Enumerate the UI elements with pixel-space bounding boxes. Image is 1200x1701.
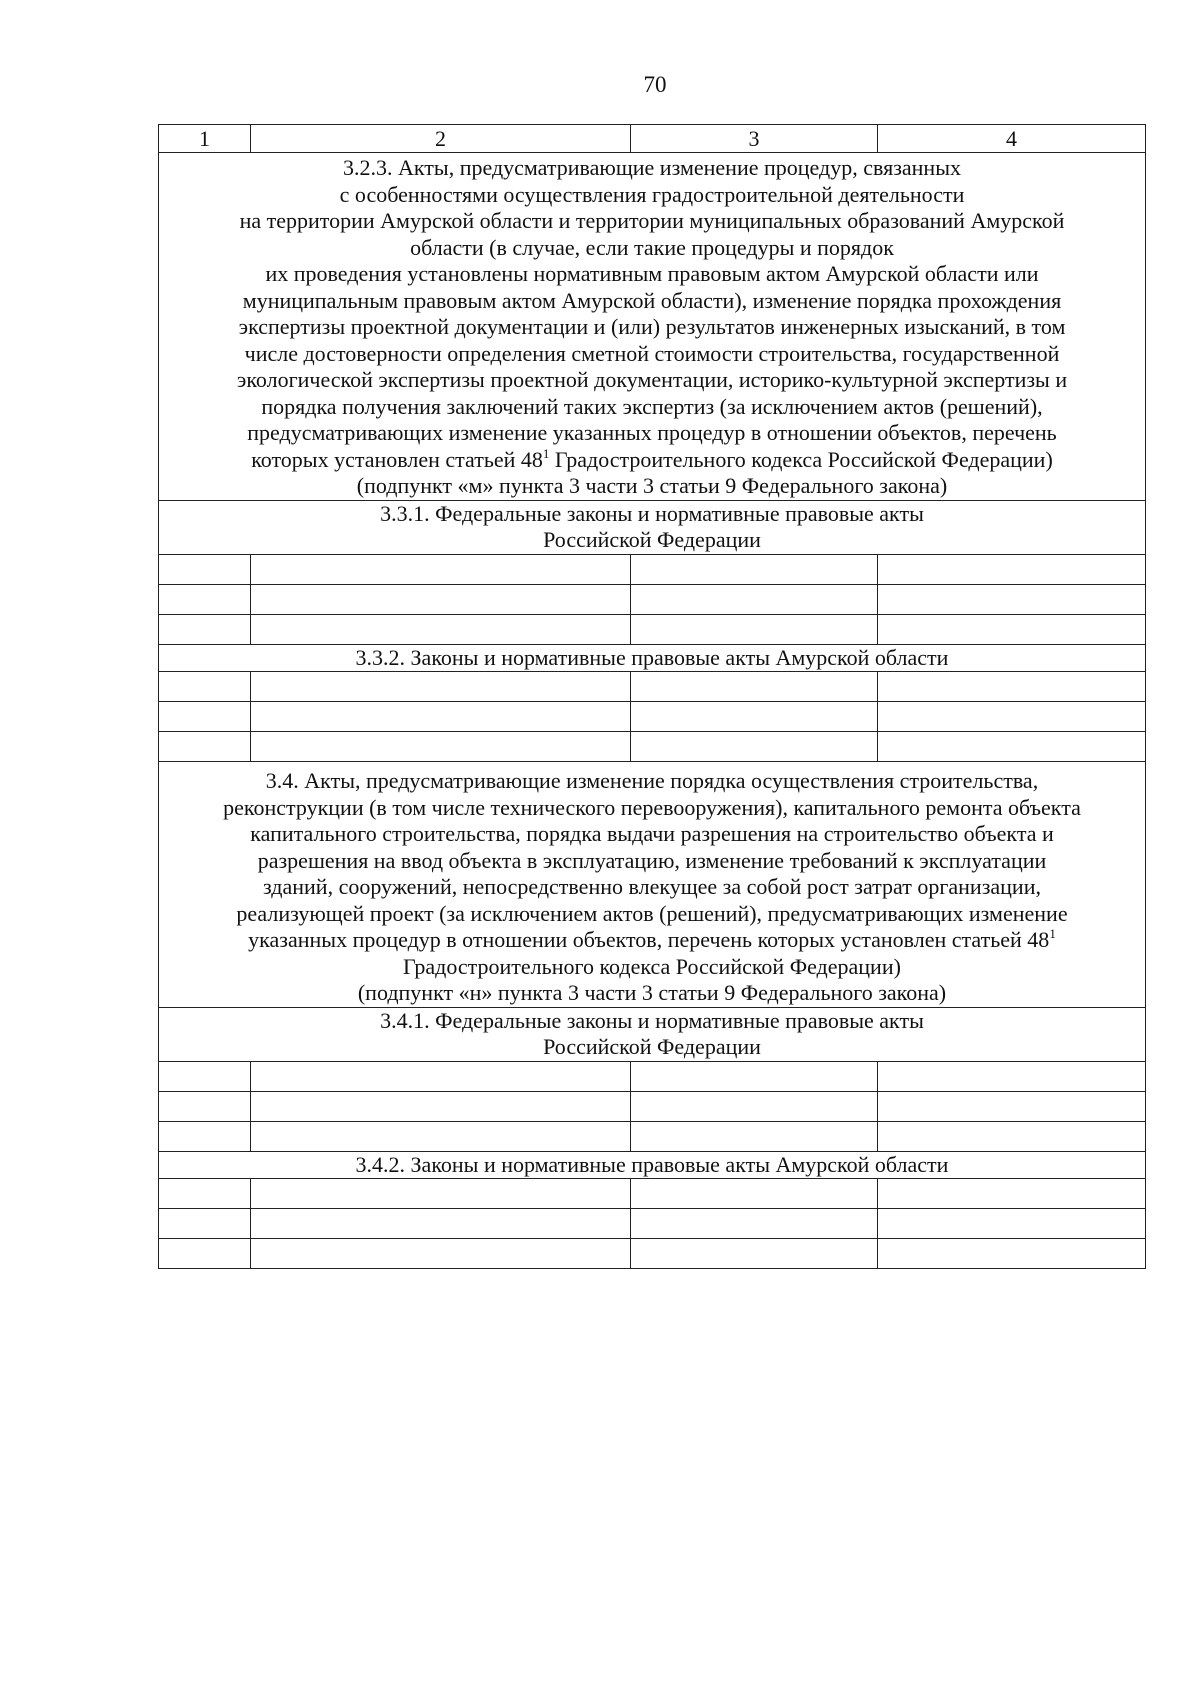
subsection-3-4-1-row [159,1007,1146,1061]
table-row [159,1121,1146,1151]
table-cell [631,614,878,644]
section-line-text: зданий, сооружений, непосредственно влекущее за собой рост затрат организации, [263,874,1041,899]
table-cell [159,1121,251,1151]
section-line-text: (подпункт «н» пункта 3 части 3 статьи 9 Федерального закона) [357,980,947,1005]
table-cell [878,672,1146,702]
table-cell [251,1061,631,1091]
table-cell [631,732,878,762]
superscript: 1 [1049,926,1056,941]
table-cell [631,1209,878,1239]
table-cell [878,1209,1146,1239]
table-cell [251,1179,631,1209]
table-cell [878,1091,1146,1121]
table-row [159,584,1146,614]
section-line [169,795,1135,822]
subsection-line: 3.4.2. Законы и нормативные правовые акты Амурской области [355,1151,949,1177]
table-cell [159,1091,251,1121]
table-cell [159,1209,251,1239]
table-row [159,672,1146,702]
section-line [169,208,1135,235]
table-row [159,1179,1146,1209]
table-header-row [159,125,1146,153]
section-line [169,261,1135,288]
table-cell [878,702,1146,732]
subsection-3-4-2-row [159,1151,1146,1179]
table-row [159,1091,1146,1121]
table-cell [878,614,1146,644]
section-line-text: экспертизы проектной документации и (или) результатов инженерных изысканий, в том [238,314,1066,339]
table-cell [878,554,1146,584]
superscript: 1 [542,445,550,461]
table-cell [159,1061,251,1091]
table-row [159,732,1146,762]
section-line [169,394,1135,421]
section-line [169,821,1135,848]
section-line-text: реконструкции (в том числе технического перевооружения), капитального ремонта объекта [223,794,1081,820]
table-cell [631,554,878,584]
table-row [159,554,1146,584]
section-3-2-3-heading [159,153,1146,501]
table-cell [878,1239,1146,1269]
table-cell [251,1209,631,1239]
table-cell [159,732,251,762]
table-cell [251,732,631,762]
section-line-text: которых установлен статьей 48 [251,446,543,472]
table-cell [159,1179,251,1209]
section-line-text: муниципальным правовым актом Амурской области), изменение порядка прохождения [242,287,1062,313]
section-line [169,314,1135,341]
header-col-2: 2 [251,125,631,153]
table-cell [159,614,251,644]
header-col-3: 3 [631,125,878,153]
section-line-text: 3.2.3. Акты, предусматривающие изменение процедур, связанных [343,155,961,180]
section-line-text: числе достоверности определения сметной стоимости строительства, государственной [244,340,1060,366]
section-line [169,927,1135,954]
section-line [169,182,1135,209]
table-cell [251,702,631,732]
table-row [159,1239,1146,1269]
table-cell [251,1239,631,1269]
section-line [169,367,1135,394]
table-cell [631,1061,878,1091]
section-line-text: порядка получения заключений таких экспертиз (за исключением актов (решений), [261,393,1043,419]
subsection-3-3-1-row [159,500,1146,554]
section-line [169,288,1135,315]
table-cell [878,1121,1146,1151]
table-cell [631,702,878,732]
subsection-line: 3.4.1. Федеральные законы и нормативные правовые акты [380,1007,924,1033]
table-row [159,614,1146,644]
subsection-line: Российской Федерации [543,527,761,552]
section-line-text: указанных процедур в отношении объектов, перечень которых установлен статьей 48 [248,927,1050,952]
table-cell [631,1091,878,1121]
section-line [169,901,1135,928]
section-line [169,447,1135,474]
header-col-4: 4 [878,125,1146,153]
subsection-3-4-2-heading [159,1151,1146,1179]
section-line-text: Градостроительного кодекса Российской Федерации) [549,446,1053,472]
section-line [169,473,1135,500]
table-cell [159,554,251,584]
table-cell [251,1091,631,1121]
table-cell [251,584,631,614]
table-cell [251,614,631,644]
table-cell [631,1239,878,1269]
table-cell [631,1121,878,1151]
section-3-4-row [159,762,1146,1008]
section-line-text: области (в случае, если такие процедуры и порядок [410,234,894,260]
table-cell [251,1121,631,1151]
page-number: 70 [643,72,667,97]
section-line-text: их проведения установлены нормативным правовым актом Амурской области или [265,261,1039,286]
section-line-text: реализующей проект (за исключением актов (решений), предусматривающих изменение [236,900,1068,926]
section-line-text: капитального строительства, порядка выдачи разрешения на строительство объекта и [250,821,1054,846]
table-cell [631,584,878,614]
subsection-3-3-1-heading [159,500,1146,554]
table-row [159,702,1146,732]
table-cell [631,1179,878,1209]
subsection-line: 3.3.1. Федеральные законы и нормативные правовые акты [380,500,924,526]
table-cell [159,672,251,702]
table-cell [251,554,631,584]
table-cell [878,732,1146,762]
subsection-line: 3.3.2. Законы и нормативные правовые акты Амурской области [355,644,949,670]
table-cell [159,1239,251,1269]
table-cell [631,672,878,702]
section-line-text: на территории Амурской области и территории муниципальных образований Амурской [239,208,1065,233]
table-cell [159,584,251,614]
section-line [169,420,1135,447]
table-row [159,1061,1146,1091]
section-line [169,954,1135,981]
subsection-3-3-2-row [159,644,1146,672]
section-line [169,980,1135,1007]
section-line [169,235,1135,262]
section-line [169,874,1135,901]
section-line [169,155,1135,182]
subsection-line: Российской Федерации [543,1034,761,1059]
section-line [169,768,1135,795]
table-cell [878,1179,1146,1209]
table-cell [251,672,631,702]
section-line-text: экологической экспертизы проектной документации, историко-культурной экспертизы и [236,367,1068,392]
table-cell [878,584,1146,614]
header-col-1: 1 [159,125,251,153]
section-3-4-heading [159,762,1146,1008]
section-line-text: Градостроительного кодекса Российской Федерации) [403,953,901,979]
subsection-3-3-2-heading [159,644,1146,672]
section-line [169,341,1135,368]
table-cell [878,1061,1146,1091]
table-cell [159,702,251,732]
subsection-3-4-1-heading [159,1007,1146,1061]
section-line-text: 3.4. Акты, предусматривающие изменение порядка осуществления строительства, [265,768,1039,793]
section-line-text: (подпункт «м» пункта 3 части 3 статьи 9 Федерального закона) [356,473,948,498]
section-line [169,848,1135,875]
section-3-2-3-row [159,153,1146,501]
section-line-text: предусматривающих изменение указанных процедур в отношении объектов, перечень [247,420,1057,445]
acts-table [158,124,1146,1269]
section-line-text: разрешения на ввод объекта в эксплуатацию, изменение требований к эксплуатации [257,847,1047,873]
table-row [159,1209,1146,1239]
section-line-text: с особенностями осуществления градостроительной деятельности [339,181,965,207]
